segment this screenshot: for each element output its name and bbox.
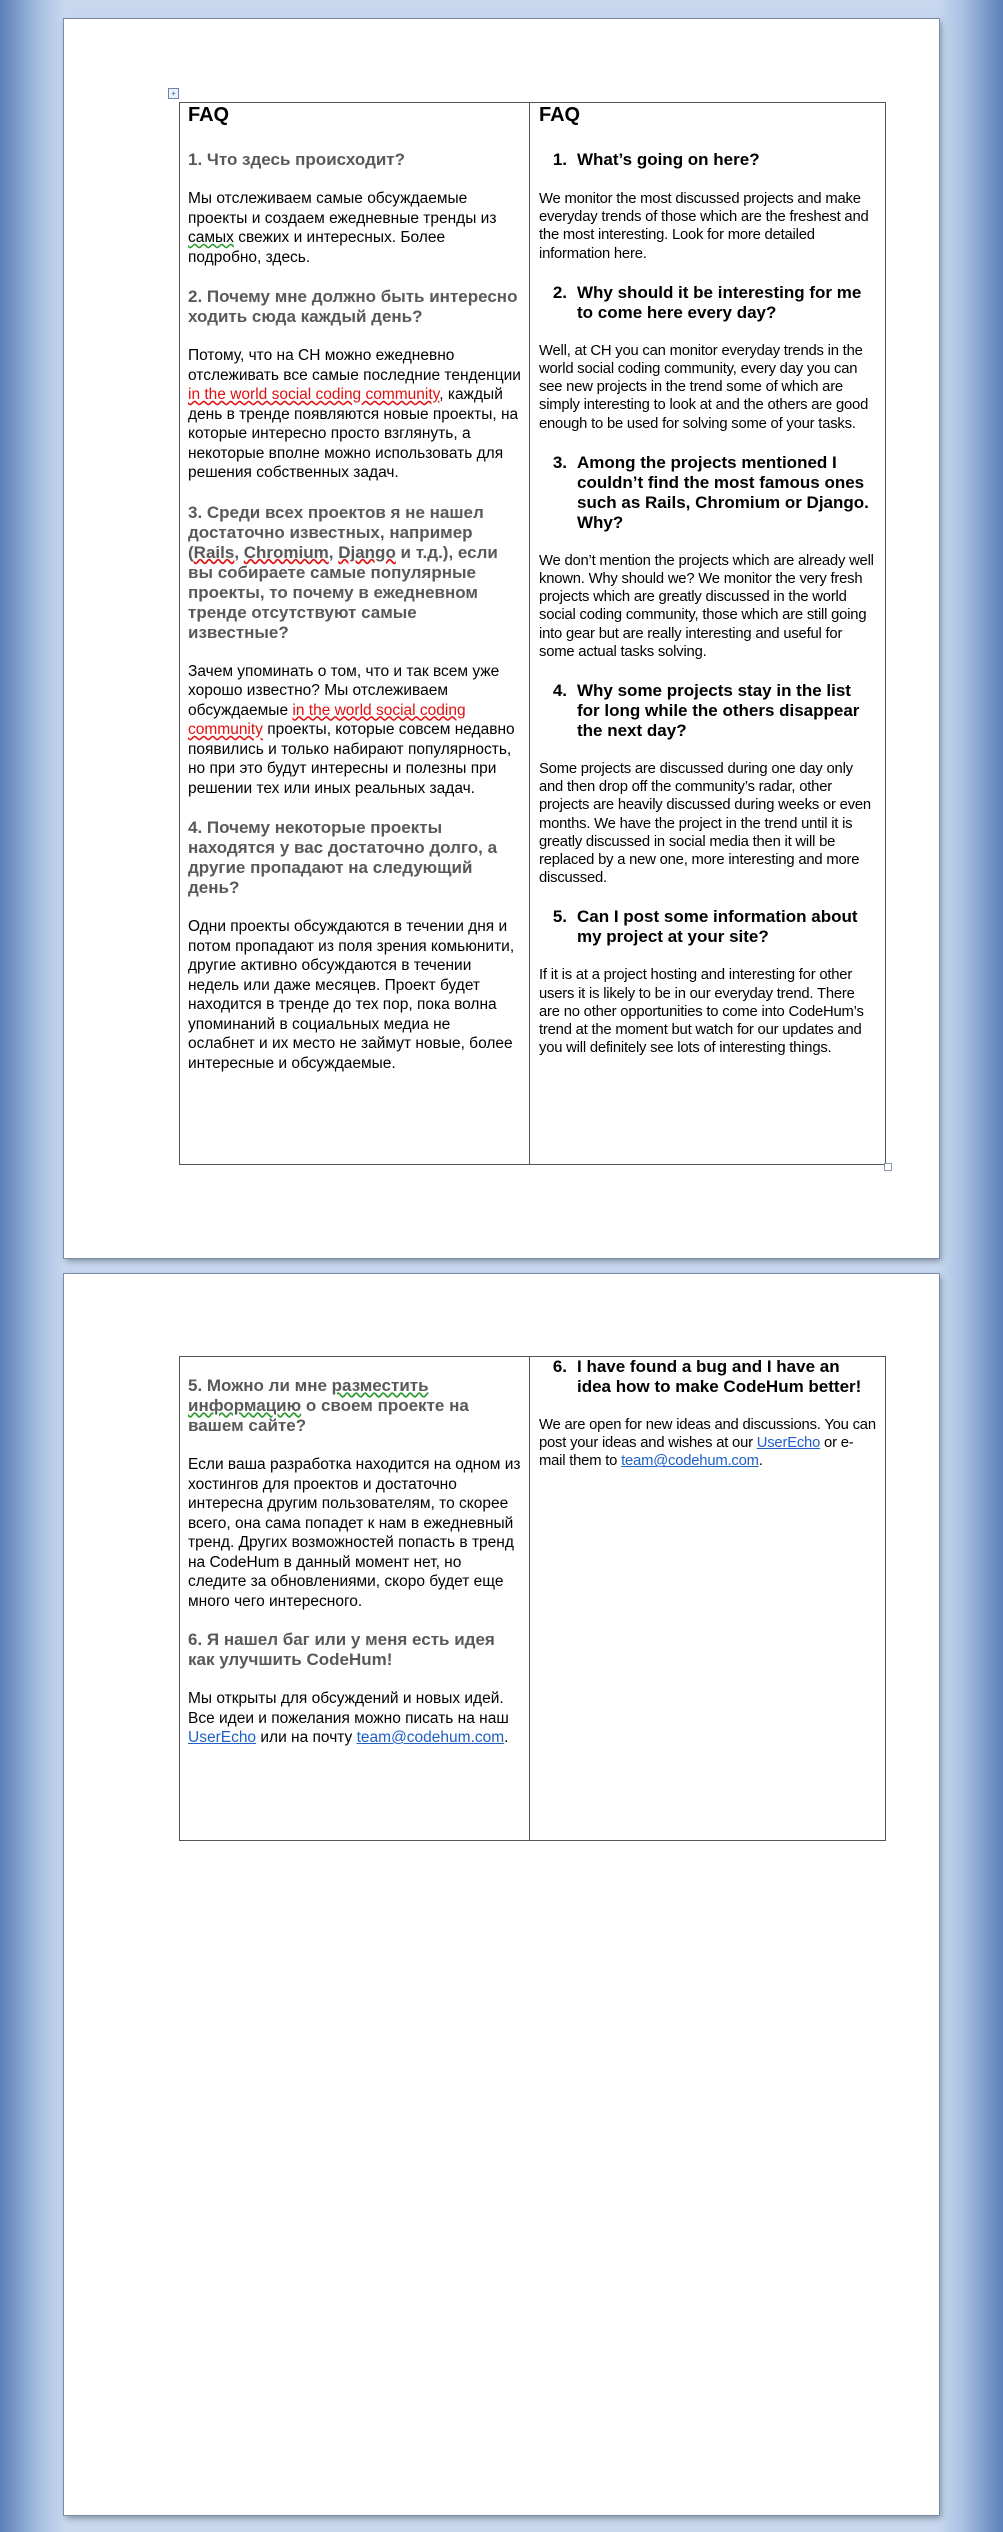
ru-question-4: 4. Почему некоторые проекты находятся у вас достаточно долго, а другие пропадают на следующий день?: [188, 818, 498, 897]
en-question-1-number: 1.: [552, 150, 567, 169]
en-answer-6-text-a: We are open for new ideas and discussions. You can post your ideas and wishes at our: [539, 1417, 876, 1452]
ru-answer-6-text-b: или на почту: [256, 1729, 357, 1746]
ru-answer-3-text-a: Зачем упоминать о том, что и так всем уже хорошо известно? Мы отслеживаем обсуждаемые: [188, 662, 500, 719]
en-answer-6-text-c: .: [758, 1453, 763, 1470]
document-page-2: [64, 1274, 939, 2515]
ru-question-6: 6. Я нашел баг или у меня есть идея как улучшить CodeHum!: [188, 1630, 495, 1669]
en-answer-4: Some projects are discussed during one day only and then drop off the community’s radar, other projects are heavily discussed during weeks or even months. We have the project in the trend until it is greatly discussed in social media then it will be replaced by a new one, more interesting and more discussed.: [539, 761, 871, 887]
ru-answer-2-english-phrase: in the world social coding community: [188, 386, 440, 403]
en-answer-6: [539, 1416, 877, 1471]
en-userecho-link[interactable]: UserEcho: [756, 1435, 821, 1452]
en-question-2-number: 2.: [552, 282, 567, 302]
ru-answer-6-text-a: Мы открыты для обсуждений и новых идей. Все идеи и пожелания можно писать на наш: [188, 1690, 509, 1727]
ru-question-3: 3. Среди всех проектов я не нашел достаточно известных, например (Rails, Chromium, Django и т.д.), если вы собираете самые популярные проекты, то почему в ежедневном тренде отсутствуют самые известные?: [188, 502, 498, 642]
ru-answer-2: [188, 346, 521, 483]
russian-column: [180, 103, 530, 1164]
table-move-handle-icon[interactable]: +: [168, 88, 179, 99]
faq-table-continued: [179, 1356, 886, 1841]
en-email-link[interactable]: team@codehum.com: [621, 1453, 759, 1470]
ru-answer-4: Одни проекты обсуждаются в течении дня и потом пропадают из поля зрения комьюнити, другие активно обсуждаются в течении недель или даже месяцев. Проект будет находится в тренде до тех пор, пока волна упоминаний в социальных медиа не ослабнет и их место не займут новые, более интересные и обсуждаемые.: [188, 918, 515, 1072]
table-resize-handle[interactable]: [884, 1163, 892, 1171]
ru-answer-2-text-b: , каждый день в тренде появляются новые проекты, на которые интересно просто взглянуть, а некоторые вполне можно использовать для решения собственных задач.: [188, 386, 519, 481]
faq-table: [179, 102, 886, 1165]
en-answer-2: Well, at CH you can monitor everyday trends in the world social coding community, every day you can see new projects in the trend some of which are simply interesting to look at and the others are good enough to be used for solving some of your tasks.: [539, 342, 869, 432]
ru-answer-1: Мы отслеживаем самые обсуждаемые проекты и создаем ежедневные тренды из самых свежих и интересных. Более подробно, здесь.: [188, 190, 497, 266]
en-question-6: [539, 1357, 877, 1397]
en-question-4-text: Why some projects stay in the list for long while the others disappear the next day?: [577, 681, 860, 741]
en-answer-5: If it is at a project hosting and interesting for other users it is likely to be in our everyday trend. There are no other opportunities to come into CodeHum’s trend at the moment but watch for our updates and you will definitely see lots of interesting things.: [539, 967, 864, 1057]
ru-answer-6-text-c: .: [504, 1729, 509, 1746]
en-question-6-number: 6.: [552, 1357, 567, 1376]
en-question-6-text: I have found a bug and I have an idea how to make CodeHum better!: [577, 1357, 862, 1396]
en-question-3-number: 3.: [552, 452, 567, 472]
en-question-3-text: Among the projects mentioned I couldn’t find the most famous ones such as Rails, Chromium or Django. Why?: [577, 452, 869, 532]
document-page-1: [64, 19, 939, 1258]
russian-column-continued: [180, 1357, 530, 1840]
en-answer-3: We don’t mention the projects which are already well known. Why should we? We monitor the very fresh projects which are greatly discussed in the world social coding community, those which are still going into gear but are really interesting and useful for some actual tasks solving.: [539, 552, 874, 660]
english-column: [530, 103, 885, 1164]
ru-answer-3-text-b: проекты, которые совсем недавно появились и только набирают популярность, но при это будут интересны и полезны при решении тех или иных реальных задач.: [188, 721, 515, 797]
en-question-5-number: 5.: [552, 907, 567, 927]
en-question-1-text: What’s going on here?: [577, 150, 760, 169]
en-answer-1: We monitor the most discussed projects and make everyday trends of those which are the freshest and the most interesting. Look for more detailed information here.: [539, 191, 869, 262]
ru-answer-5: Если ваша разработка находится на одном из хостингов для проектов и достаточно интересна другим пользователям, то скорее всего, она сама попадет к нам в ежедневный тренд. Других возможностей попасть в тренд на CodeHum в данный момент нет, но следите за обновлениями, скоро будет еще много чего интересного.: [188, 1456, 521, 1610]
en-question-2-text: Why should it be interesting for me to come here every day?: [577, 282, 862, 322]
en-question-2: [539, 283, 877, 323]
ru-question-2: 2. Почему мне должно быть интересно ходить сюда каждый день?: [188, 287, 518, 326]
en-faq-title: FAQ: [539, 104, 581, 126]
en-question-5-text: Can I post some information about my project at your site?: [577, 907, 858, 947]
en-question-3: [539, 453, 877, 533]
ru-answer-2-text-a: Потому, что на СН можно ежедневно отслеживать все самые последние тенденции: [188, 347, 521, 384]
en-question-5: [539, 907, 877, 947]
en-answer-6-text-b: or e-mail them to: [539, 1435, 854, 1470]
ru-answer-3-english-phrase: in the world social coding community: [188, 701, 466, 738]
ru-userecho-link[interactable]: UserEcho: [188, 1729, 257, 1746]
ru-faq-title: FAQ: [188, 104, 230, 126]
ru-answer-6: [188, 1689, 521, 1748]
ru-question-5: 5. Можно ли мне разместить информацию о своем проекте на вашем сайте?: [188, 1376, 469, 1435]
ru-email-link[interactable]: team@codehum.com: [356, 1729, 505, 1746]
ru-answer-3: [188, 662, 521, 799]
en-question-4-number: 4.: [552, 681, 567, 701]
english-column-continued: [530, 1357, 885, 1840]
en-question-4: [539, 681, 877, 741]
ru-question-1: 1. Что здесь происходит?: [188, 150, 406, 169]
en-question-1: [539, 150, 877, 170]
